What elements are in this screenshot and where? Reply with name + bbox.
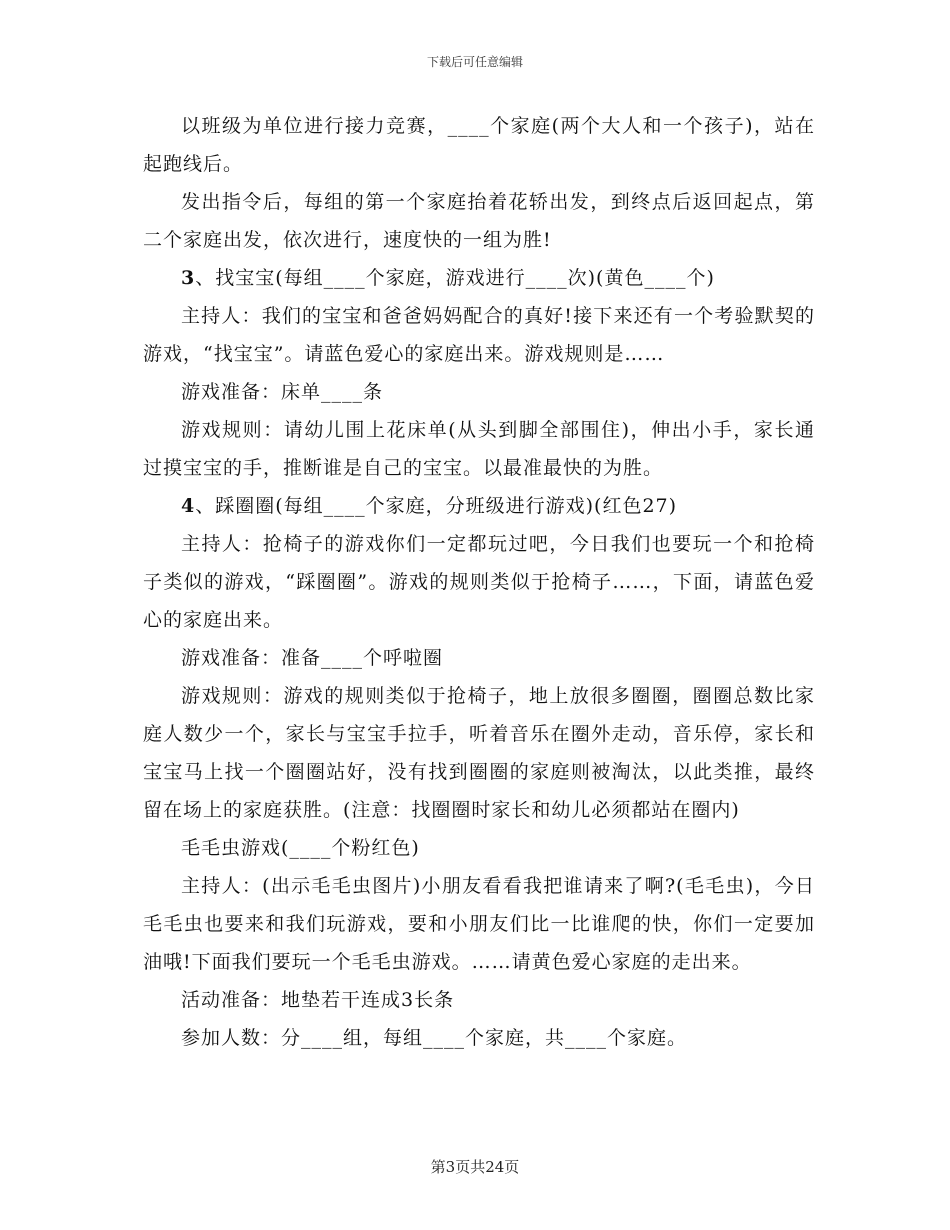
page-footer: 第3页共24页	[430, 1158, 520, 1176]
paragraph-caterpillar-prep: 活动准备：地垫若干连成3长条	[181, 989, 455, 1011]
document-body	[143, 107, 815, 1057]
paragraph-caterpillar-participants: 参加人数：分____组，每组____个家庭，共____个家庭。	[181, 1027, 688, 1049]
paragraph-step-circles-prep: 游戏准备：准备____个呼啦圈	[181, 647, 444, 669]
heading-text: 、找宝宝(每组____个家庭，游戏进行____次)(黄色____个)	[195, 267, 715, 289]
heading-caterpillar: 毛毛虫游戏(____个粉红色)	[181, 837, 420, 859]
paragraph-step-circles-rules: 游戏规则：游戏的规则类似于抢椅子，地上放很多圈圈，圈圈总数比家庭人数少一个，家长与宝宝手拉手，听着音乐在圈外走动，音乐停，家长和宝宝马上找一个圈圈站好，没有找到圈圈的家庭则被淘汰，以此类推，最终留在场上的家庭获胜。(注意：找圈圈时家长和幼儿必须都站在圈内)	[143, 685, 815, 821]
paragraph-step-circles-host: 主持人：抢椅子的游戏你们一定都玩过吧，今日我们也要玩一个和抢椅子类似的游戏，“踩圈圈”。游戏的规则类似于抢椅子……，下面，请蓝色爱心的家庭出来。	[143, 533, 815, 631]
heading-number: 4	[181, 495, 196, 517]
paragraph-find-baby-prep: 游戏准备：床单____条	[181, 381, 384, 403]
paragraph-caterpillar-host: 主持人：(出示毛毛虫图片)小朋友看看我把谁请来了啊?(毛毛虫)，今日毛毛虫也要来和我们玩游戏，要和小朋友们比一比谁爬的快，你们一定要加油哦!下面我们要玩一个毛毛虫游戏。……请黄色爱心家庭的走出来。	[143, 875, 815, 973]
paragraph-relay-rules: 发出指令后，每组的第一个家庭抬着花轿出发，到终点后返回起点，第二个家庭出发，依次进行，速度快的一组为胜!	[143, 191, 815, 251]
heading-step-circles	[143, 487, 815, 525]
heading-number: 3	[181, 267, 196, 289]
paragraph-find-baby-host: 主持人：我们的宝宝和爸爸妈妈配合的真好!接下来还有一个考验默契的游戏，“找宝宝”。请蓝色爱心的家庭出来。游戏规则是……	[143, 305, 815, 365]
paragraph-find-baby-rules: 游戏规则：请幼儿围上花床单(从头到脚全部围住)，伸出小手，家长通过摸宝宝的手，推断谁是自己的宝宝。以最准最快的为胜。	[143, 419, 815, 479]
heading-find-baby	[143, 259, 815, 297]
page-header: 下载后可任意编辑	[426, 55, 523, 69]
paragraph-relay-setup: 以班级为单位进行接力竞赛，____个家庭(两个大人和一个孩子)，站在起跑线后。	[143, 115, 815, 175]
heading-text: 、踩圈圈(每组____个家庭，分班级进行游戏)(红色27)	[195, 495, 678, 517]
